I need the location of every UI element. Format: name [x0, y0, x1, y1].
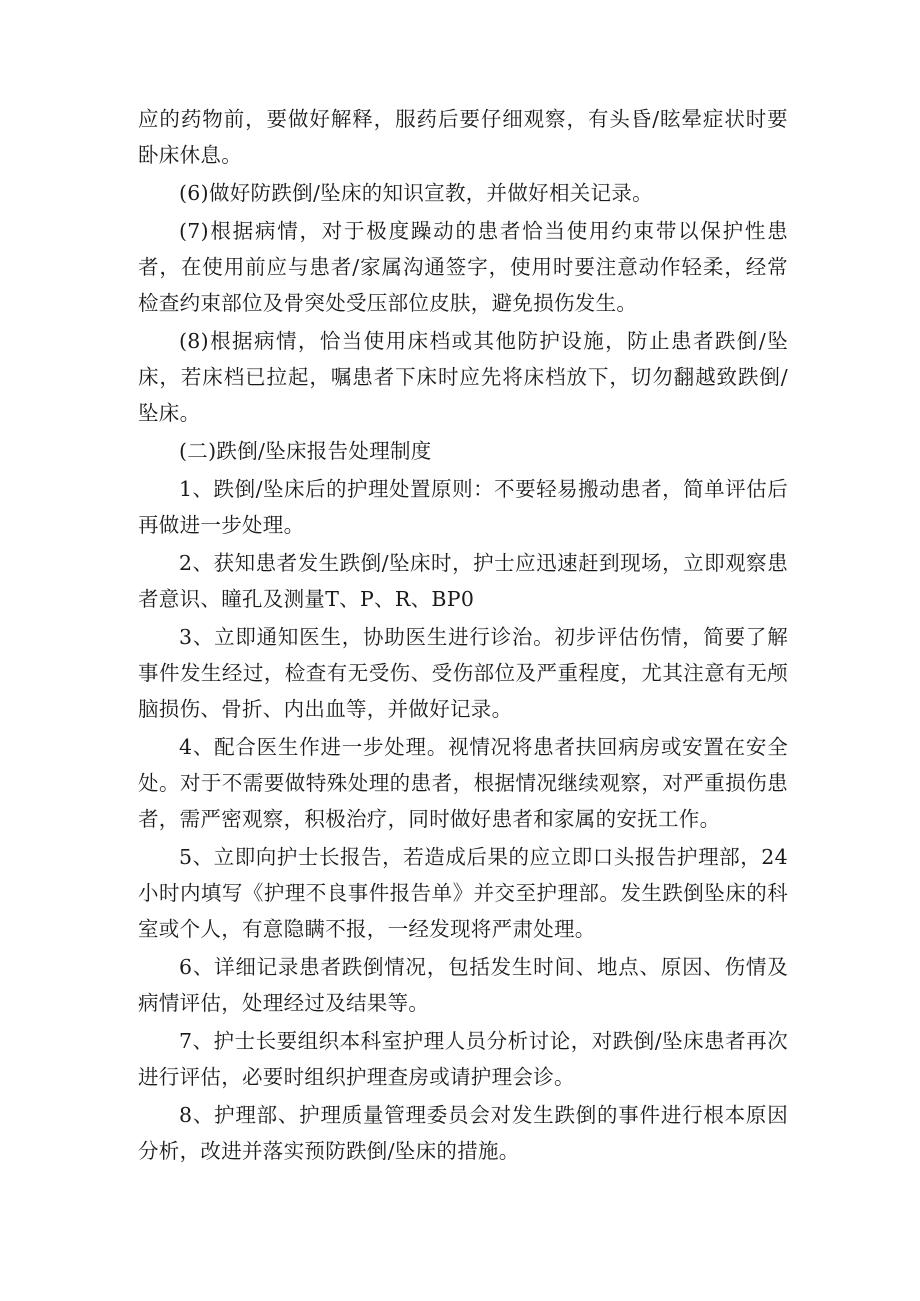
- paragraph-item-6: (6)做好防跌倒/坠床的知识宣教，并做好相关记录。: [179, 181, 653, 205]
- paragraph-item-7: (7)根据病情，对于极度躁动的患者恰当使用约束带以保护性患者，在使用前应与患者/家属沟通签字，使用时要注意动作轻柔，经常检查约束部位及骨突处受压部位皮肤，避免损伤发生。: [138, 219, 788, 315]
- paragraph-rule-2: 2、获知患者发生跌倒/坠床时，护士应迅速赶到现场，立即观察患者意识、瞳孔及测量T、P、R、BP0: [138, 551, 788, 611]
- section-heading: (二)跌倒/坠床报告处理制度: [179, 439, 432, 463]
- paragraph-rule-8: 8、护理部、护理质量管理委员会对发生跌倒的事件进行根本原因分析，改进并落实预防跌倒/坠床的措施。: [138, 1103, 788, 1163]
- paragraph-continuation: 应的药物前，要做好解释，服药后要仔细观察，有头昏/眩晕症状时要卧床休息。: [138, 107, 788, 167]
- paragraph-item-8: (8)根据病情，恰当使用床档或其他防护设施，防止患者跌倒/坠床，若床档已拉起，嘱患者下床时应先将床档放下，切勿翻越致跌倒/坠床。: [138, 329, 788, 425]
- paragraph-rule-5: 5、立即向护士长报告，若造成后果的应立即口头报告护理部，24小时内填写《护理不良事件报告单》并交至护理部。发生跌倒坠床的科室或个人，有意隐瞒不报，一经发现将严肃处理。: [138, 845, 788, 941]
- paragraph-rule-6: 6、详细记录患者跌倒情况，包括发生时间、地点、原因、伤情及病情评估，处理经过及结果等。: [138, 955, 788, 1015]
- document-page: [138, 101, 788, 1169]
- paragraph-rule-1: 1、跌倒/坠床后的护理处置原则：不要轻易搬动患者，简单评估后再做进一步处理。: [138, 477, 788, 537]
- paragraph-rule-7: 7、护士长要组织本科室护理人员分析讨论，对跌倒/坠床患者再次进行评估，必要时组织护理查房或请护理会诊。: [138, 1029, 788, 1089]
- paragraph-rule-4: 4、配合医生作进一步处理。视情况将患者扶回病房或安置在安全处。对于不需要做特殊处理的患者，根据情况继续观察，对严重损伤患者，需严密观察，积极治疗，同时做好患者和家属的安抚工作。: [138, 735, 788, 831]
- paragraph-rule-3: 3、立即通知医生，协助医生进行诊治。初步评估伤情，简要了解事件发生经过，检查有无受伤、受伤部位及严重程度，尤其注意有无颅脑损伤、骨折、内出血等，并做好记录。: [138, 625, 788, 721]
